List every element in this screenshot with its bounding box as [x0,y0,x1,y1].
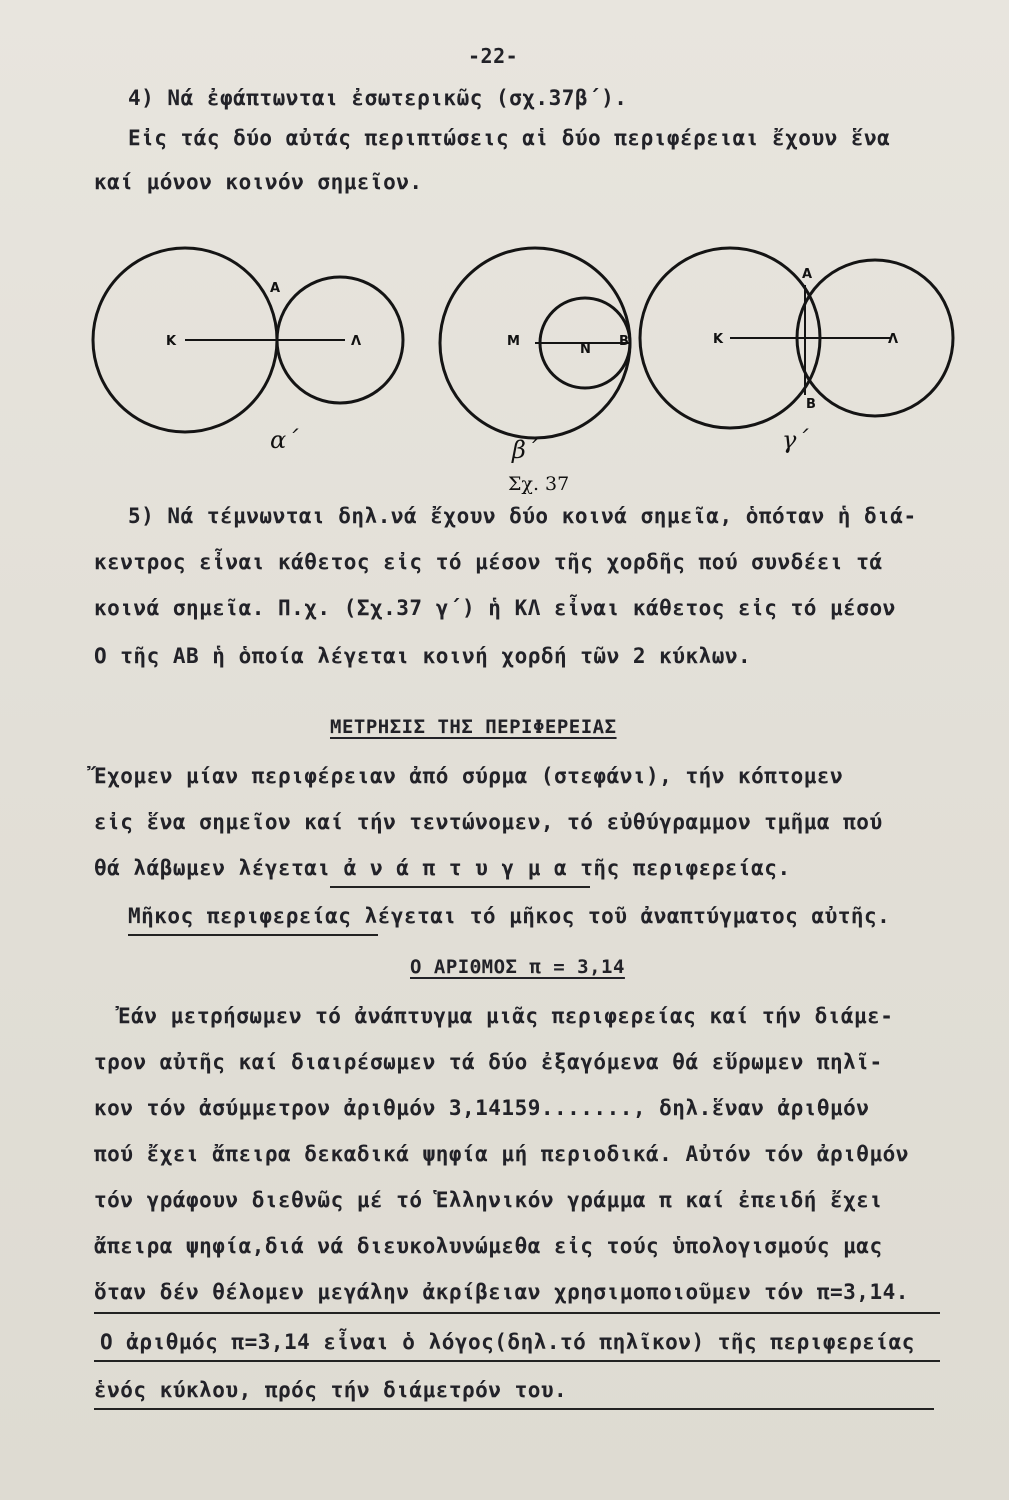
text-line-case-4: 4) Νά ἐφάπτωνται ἐσωτερικῶς (σχ.37β΄). [128,86,628,110]
sub-caption-c: γ΄ [782,426,809,454]
underline-rule [94,1408,934,1410]
sub-caption-b: β΄ [512,436,538,464]
text-line: ἄπειρα ψηφία,διά νά διευκολυνώμεθα εἰς τούς ὑπολογισμούς μας [94,1234,883,1258]
underline-rule [94,1360,940,1362]
label-b-N: N [580,342,591,357]
label-c-L: Λ [888,332,899,347]
figure-37 [0,0,1009,520]
text-line-length-definition: Μῆκος περιφερείας λέγεται τό μῆκος τοῦ ἀναπτύγματος αὐτῆς. [128,904,891,928]
label-c-B: B [806,397,816,412]
sub-caption-a: α΄ [270,426,299,454]
text-line-case-5: 5) Νά τέμνωνται δηλ.νά ἔχουν δύο κοινά σημεῖα, ὁπόταν ἡ διά- [128,504,917,528]
text-line: Εἰς τάς δύο αὐτάς περιπτώσεις αἱ δύο περιφέρειαι ἔχουν ἕνα [128,126,891,150]
label-c-A: A [802,267,813,282]
text-line: Ἐάν μετρήσωμεν τό ἀνάπτυγμα μιᾶς περιφερείας καί τήν διάμε- [118,1004,894,1028]
figure-caption: Σχ. 37 [508,473,570,495]
text-line: πού ἔχει ἄπειρα δεκαδικά ψηφία μή περιοδικά. Αὐτόν τόν ἀριθμόν [94,1142,909,1166]
text-line: ὅταν δέν θέλομεν μεγάλην ἀκρίβειαν χρησιμοποιοῦμεν τόν π=3,14. [94,1280,909,1304]
text-line: τρον αὐτῆς καί διαιρέσωμεν τά δύο ἐξαγόμενα θά εὕρωμεν πηλῖ- [94,1050,883,1074]
label-b-B: B [619,334,629,349]
text-line: καί μόνον κοινόν σημεῖον. [94,170,423,194]
underline-rule [94,1312,940,1314]
page-number: -22- [468,44,519,68]
section-heading-pi: Ο ΑΡΙΘΜΟΣ π = 3,14 [410,956,625,978]
text-line-development-definition: θά λάβωμεν λέγεται ἀ ν ά π τ υ γ μ α τῆς περιφερείας. [94,856,791,880]
underline-rule [330,886,590,888]
label-b-M: M [507,334,520,349]
label-c-K: K [713,332,724,347]
text-line: κεντρος εἶναι κάθετος εἰς τό μέσον τῆς χορδῆς πού συνδέει τά [94,550,883,574]
text-line: τόν γράφουν διεθνῶς μέ τό Ἑλληνικόν γράμμα π καί ἐπειδή ἔχει [94,1188,883,1212]
underline-rule [128,934,378,936]
text-line: Ο τῆς ΑΒ ἡ ὁποία λέγεται κοινή χορδή τῶν 2 κύκλων. [94,644,752,668]
text-line: Ἔχομεν μίαν περιφέρειαν ἀπό σύρμα (στεφάνι), τήν κόπτομεν [94,764,844,788]
text-line: εἰς ἕνα σημεῖον καί τήν τεντώνομεν, τό εὐθύγραμμον τμῆμα πού [94,810,883,834]
label-a-A: A [270,281,281,296]
text-line-pi-definition-end: ἑνός κύκλου, πρός τήν διάμετρόν του. [94,1378,568,1402]
label-a-L: Λ [351,334,362,349]
section-heading-measurement: ΜΕΤΡΗΣΙΣ ΤΗΣ ΠΕΡΙΦΕΡΕΙΑΣ [330,716,617,738]
label-a-K: K [166,334,177,349]
text-line: κον τόν ἀσύμμετρον ἀριθμόν 3,14159......., δηλ.ἕναν ἀριθμόν [94,1096,870,1120]
text-line-pi-definition: Ο ἀριθμός π=3,14 εἶναι ὁ λόγος(δηλ.τό πηλῖκον) τῆς περιφερείας [100,1330,915,1354]
text-line: κοινά σημεῖα. Π.χ. (Σχ.37 γ΄) ἡ ΚΛ εἶναι κάθετος εἰς τό μέσον [94,596,896,620]
